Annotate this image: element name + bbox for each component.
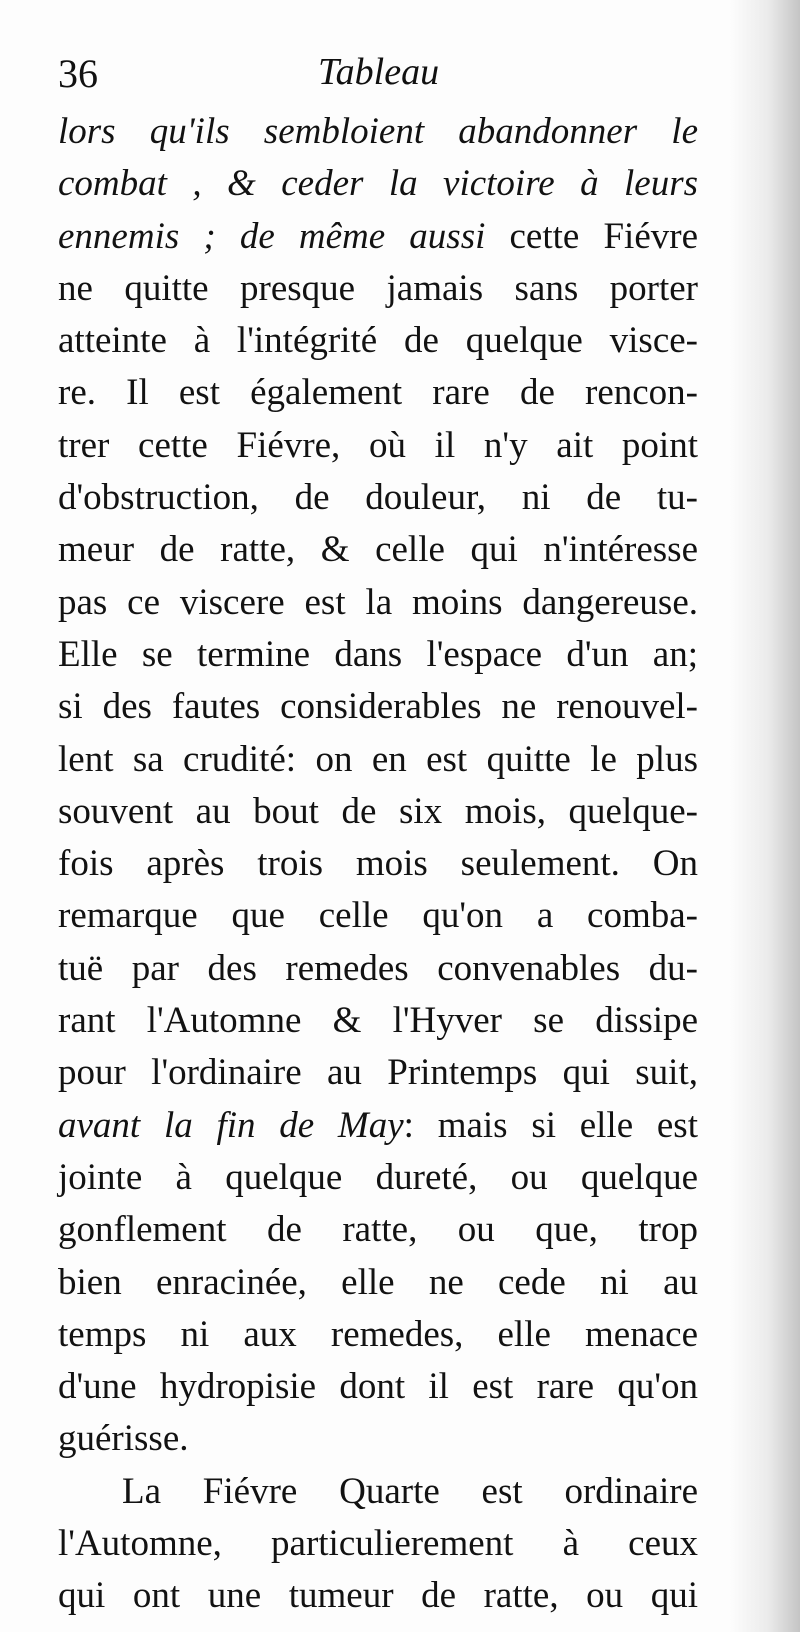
text-line	[58, 367, 698, 419]
text-segment: : mais si elle est	[403, 1104, 698, 1146]
text-line	[58, 629, 698, 681]
text-segment: ne quitte presque jamais sans porter	[58, 267, 698, 309]
text-segment: trer cette Fiévre, où il n'y ait point	[58, 424, 698, 466]
text-line	[58, 315, 698, 367]
text-line	[58, 1309, 698, 1361]
text-line	[58, 1204, 698, 1256]
text-line	[58, 890, 698, 942]
text-segment: bien enracinée, elle ne cede ni au	[58, 1261, 698, 1303]
text-segment: l'Automne, particulierement à ceux	[58, 1523, 698, 1565]
page-number: 36	[58, 51, 98, 96]
text-segment: meur de ratte, & celle qui n'intéresse	[58, 529, 698, 571]
text-line	[58, 1466, 698, 1518]
text-line	[58, 106, 698, 158]
text-line	[58, 472, 698, 524]
text-segment: souvent au bout de six mois, quelque-	[58, 790, 698, 832]
text-segment: jointe à quelque dureté, ou quelque	[58, 1156, 698, 1198]
italic-segment: ennemis ; de même aussi	[58, 215, 486, 257]
italic-segment: avant la fin de May	[58, 1104, 404, 1146]
text-line	[58, 734, 698, 786]
body-text	[58, 106, 698, 1623]
text-segment: guérisse.	[58, 1418, 189, 1460]
running-title: Tableau	[318, 51, 440, 93]
text-line	[58, 995, 698, 1047]
text-line	[58, 211, 698, 263]
text-line	[58, 263, 698, 315]
text-segment: tuë par des remedes convenables du-	[58, 947, 698, 989]
text-line	[58, 420, 698, 472]
text-line	[58, 1361, 698, 1413]
text-segment: d'une hydropisie dont il est rare qu'on	[58, 1366, 698, 1408]
text-segment: temps ni aux remedes, elle menace	[58, 1313, 698, 1355]
text-segment: gonflement de ratte, ou que, trop	[58, 1209, 698, 1251]
paragraph-1	[58, 106, 698, 1466]
text-line	[58, 1570, 698, 1622]
text-line	[58, 838, 698, 890]
text-segment: La Fiévre Quarte est ordinaire	[122, 1470, 698, 1512]
page-header	[58, 42, 698, 102]
text-line	[58, 681, 698, 733]
text-segment: Elle se termine dans l'espace d'un an;	[58, 633, 698, 675]
text-segment: remarque que celle qu'on a comba-	[58, 895, 698, 937]
text-line	[58, 943, 698, 995]
text-line	[58, 1257, 698, 1309]
text-line	[58, 1100, 698, 1152]
text-segment: fois après trois mois seulement. On	[58, 843, 698, 885]
italic-segment: combat , & ceder la victoire à leurs	[58, 163, 698, 205]
text-line	[58, 1518, 698, 1570]
page-gutter-shadow	[730, 0, 800, 1632]
text-segment: rant l'Automne & l'Hyver se dissipe	[58, 1000, 698, 1042]
text-segment: si des fautes considerables ne renouvel-	[58, 686, 698, 728]
text-segment: d'obstruction, de douleur, ni de tu-	[58, 477, 698, 519]
italic-segment: lors qu'ils sembloient abandonner le	[58, 111, 698, 152]
text-segment: lent sa crudité: on en est quitte le plus	[58, 738, 698, 780]
text-line	[58, 786, 698, 838]
text-segment: cette Fiévre	[485, 215, 698, 257]
text-segment: re. Il est également rare de rencon-	[58, 372, 698, 414]
text-line	[58, 1047, 698, 1099]
text-line	[58, 158, 698, 210]
text-line	[58, 524, 698, 576]
text-line	[58, 1413, 698, 1465]
text-segment: pour l'ordinaire au Printemps qui suit,	[58, 1052, 698, 1094]
paragraph-2	[58, 1466, 698, 1623]
text-segment: pas ce viscere est la moins dangereuse.	[58, 581, 698, 623]
text-segment: qui ont une tumeur de ratte, ou qui	[58, 1575, 698, 1617]
text-line	[58, 1152, 698, 1204]
text-line	[58, 577, 698, 629]
text-segment: atteinte à l'intégrité de quelque visce-	[58, 320, 698, 362]
